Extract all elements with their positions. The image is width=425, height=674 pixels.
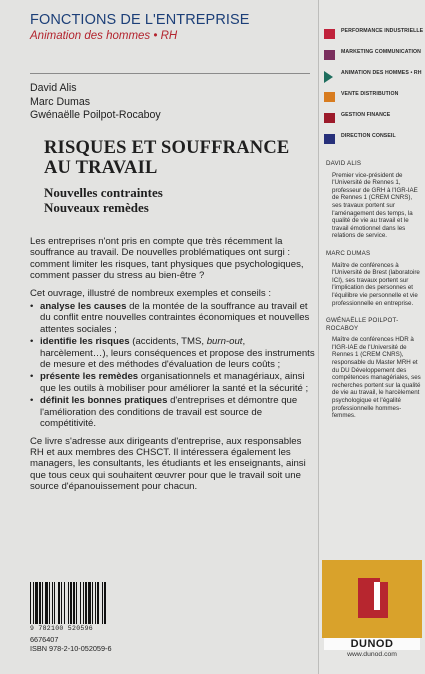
- barcode-bar: [106, 582, 107, 624]
- author-name: Marc Dumas: [30, 95, 91, 108]
- category-label: PERFORMANCE INDUSTRIELLE: [341, 28, 424, 34]
- bio-text: Maître de conférences à l'Université de Brest (laboratoire ICI), ses travaux portent sur l'implication des personnes et l'équilibre vie personnelle et vie professionnelle en entreprise.: [332, 261, 420, 307]
- author-list: [30, 82, 161, 123]
- blurb-intro: Les entreprises n'ont pris en compte que très récemment la souffrance au travail. De nouvelles problématiques ont surgi : comment limiter les risques, tant physiques que psychologiques, comment passer du stress au bien-être ?: [30, 236, 304, 282]
- barcode-digits: 9 782100 520596: [30, 625, 94, 632]
- author-bios: [326, 160, 422, 430]
- list-item-bold: identifie les risques: [40, 336, 130, 348]
- publisher-logo-icon: [322, 560, 422, 638]
- list-item: [30, 395, 315, 429]
- category-label: MARKETING COMMUNICATION: [341, 49, 422, 55]
- list-item-text: organisationnels et managériaux, ainsi que les outils à mobiliser pour améliorer la santé et la sécurité ;: [40, 371, 309, 394]
- internal-code: 6676407: [30, 635, 59, 644]
- author-name: David Alis: [30, 82, 77, 94]
- list-item-italic: burn-out: [206, 336, 243, 348]
- author-bio: [326, 250, 422, 307]
- book-title: [44, 138, 289, 178]
- category-item: [324, 91, 424, 109]
- book-title-line: AU TRAVAIL: [44, 158, 158, 178]
- bio-name: DAVID ALIS: [326, 160, 362, 167]
- author-bio: [326, 317, 422, 420]
- book-title-line: RISQUES ET SOUFFRANCE: [44, 138, 290, 158]
- category-item: [324, 112, 424, 130]
- author-name: Gwénaëlle Poilpot-Rocaboy: [30, 109, 161, 121]
- bio-name: GWÉNAËLLE POILPOT-ROCABOY: [326, 317, 399, 332]
- barcode-block: [30, 582, 170, 653]
- list-item: [30, 371, 315, 394]
- book-subtitle: [44, 185, 163, 215]
- category-label: GESTION FINANCE: [341, 112, 391, 118]
- feature-list: [30, 301, 315, 429]
- blurb-audience: Ce livre s'adresse aux dirigeants d'entreprise, aux responsables RH et aux membres des CHSCT. Il intéressera également les managers, les consultants, les étudiants et les enseignants, ainsi que tous ceux qui souhaitent œuvrer pour que le travail soit une source d'épanouissement pour chacun.: [30, 435, 306, 493]
- list-item-text: d'entreprises et démontre que l'amélioration des conditions de travail est source de compétitivité.: [40, 395, 298, 430]
- barcode-image: [30, 582, 170, 624]
- category-swatch: [324, 92, 335, 102]
- product-codes: [30, 635, 170, 653]
- category-item-active: [324, 70, 424, 88]
- author-bio: [326, 160, 422, 240]
- bio-name: MARC DUMAS: [326, 249, 371, 257]
- category-label: VENTE DISTRIBUTION: [341, 91, 399, 97]
- list-item-text: , harcèlement…), leurs conséquences et propose des instruments de mesure et des méthodes d'évaluation de leurs coûts ;: [40, 336, 315, 371]
- publisher-url: www.dunod.com: [347, 651, 397, 658]
- category-label: DIRECTION CONSEIL: [341, 133, 396, 139]
- category-label: ANIMATION DES HOMMES • RH: [341, 70, 422, 76]
- bio-text: Maître de conférences HDR à l'IGR-IAE de l'Université de Rennes 1 (CREM CNRS), responsable du Master MRH et du DU Développement des compétences managériales, ses recherches portent sur la qualité de vie au travail, le harcèlement psychologique et l'égalité professionnelle hommes-femmes.: [332, 336, 421, 420]
- collection-category-list: [324, 28, 424, 154]
- book-subtitle-line: Nouvelles contraintes: [44, 185, 163, 200]
- collection-name: Animation des hommes • RH: [30, 30, 178, 42]
- category-swatch: [324, 113, 335, 123]
- arrow-icon: [324, 71, 333, 83]
- bio-text: Premier vice-président de l'Université de Rennes 1, professeur de GRH à l'IGR-IAE de Rennes 1 (CREM CNRS), ses travaux portent sur l'aménagement des temps, la qualité de vie au travail et le travail émotionnel dans les relations de service.: [332, 171, 418, 240]
- dunod-emblem-icon: [322, 560, 422, 638]
- blurb-text: [30, 236, 315, 499]
- category-item: [324, 28, 424, 46]
- category-item: [324, 49, 424, 67]
- category-swatch: [324, 50, 335, 60]
- publisher-name: DUNOD: [350, 638, 394, 650]
- list-item-bold: analyse les causes: [40, 301, 127, 313]
- category-swatch: [324, 134, 335, 144]
- category-swatch: [324, 29, 335, 39]
- series-title: FONCTIONS DE L'ENTREPRISE: [30, 12, 250, 28]
- header-divider: [30, 73, 310, 74]
- list-item: [30, 336, 315, 370]
- list-item-text: (accidents, TMS,: [129, 336, 207, 348]
- list-item-bold: définit les bonnes pratiques: [40, 395, 168, 407]
- list-item-text: de la montée de la souffrance au travail et du conflit entre nouvelles contraintes économiques et nouvelles attentes sociales ;: [40, 301, 310, 335]
- list-item-bold: présente les remèdes: [40, 371, 139, 383]
- category-item: [324, 133, 424, 151]
- list-item: [30, 301, 315, 335]
- isbn-number: ISBN 978-2-10-052059-6: [30, 644, 112, 653]
- blurb-lead: Cet ouvrage, illustré de nombreux exemples et conseils :: [30, 287, 272, 299]
- book-subtitle-line: Nouveaux remèdes: [44, 200, 149, 215]
